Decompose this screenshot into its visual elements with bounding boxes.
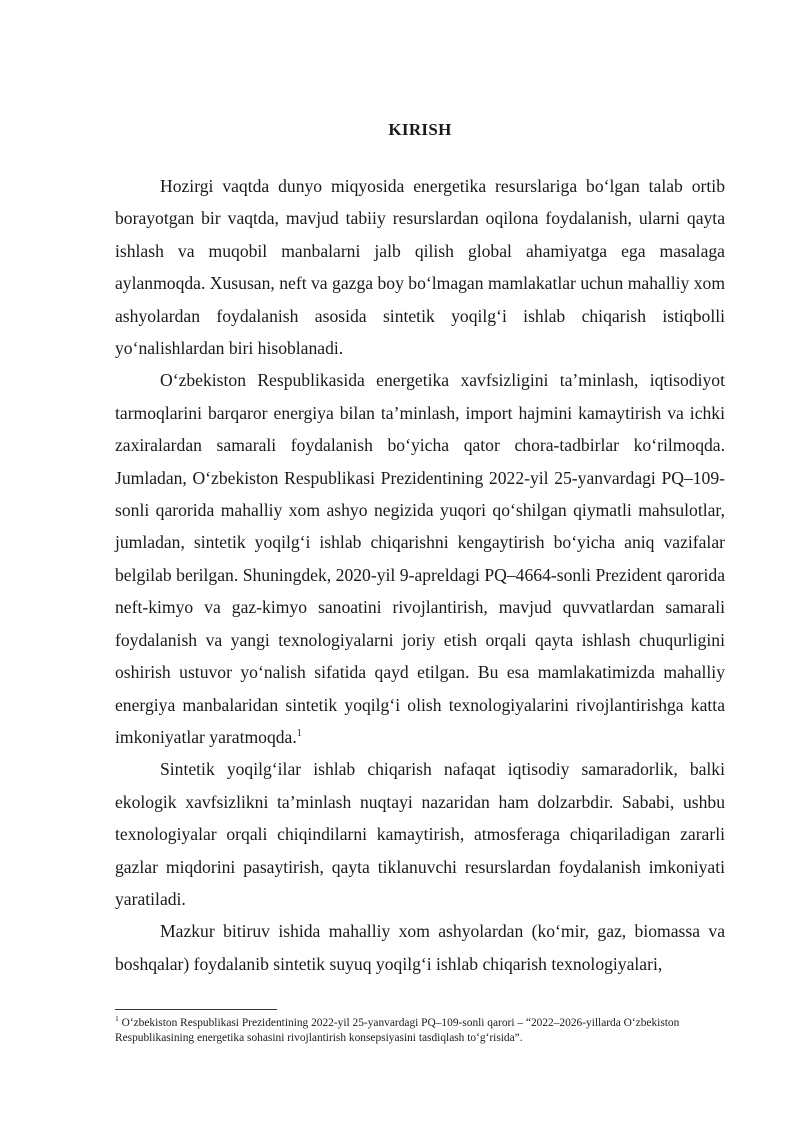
document-body bbox=[115, 170, 725, 980]
page-title: KIRISH bbox=[388, 120, 452, 139]
document-page bbox=[115, 0, 725, 1131]
paragraph-4: Mazkur bitiruv ishida mahalliy xom ashyolardan (koʻmir, gaz, biomassa va boshqalar) foydalanib sintetik suyuq yoqilgʻi ishlab chiqarish texnologiyalari, bbox=[115, 921, 725, 974]
paragraph-2 bbox=[115, 364, 725, 753]
paragraph-1: Hozirgi vaqtda dunyo miqyosida energetika resurslariga boʻlgan talab ortib borayotgan bir vaqtda, mavjud tabiiy resurslardan oqilona foydalanish, ularni qayta ishlash va muqobil manbalarni jalb qilish global ahamiyatga ega masalaga aylanmoqda. Xususan, neft va gazga boy boʻlmagan mamlakatlar uchun mahalliy xom ashyolardan foydalanish asosida sintetik yoqilgʻi ishlab chiqarish istiqbolli yoʻnalishlardan biri hisoblanadi. bbox=[115, 176, 725, 359]
footnote bbox=[115, 1016, 725, 1045]
paragraph-3: Sintetik yoqilgʻilar ishlab chiqarish nafaqat iqtisodiy samaradorlik, balki ekologik xavfsizlikni taʼminlash nuqtayi nazaridan ham dolzarbdir. Sababi, ushbu texnologiyalar orqali chiqindilarni kamaytirish, atmosferaga chiqariladigan zararli gazlar miqdorini pasaytirish, qayta tiklanuvchi resurslardan foydalanish imkoniyati yaratiladi. bbox=[115, 759, 725, 909]
footnote-mark: 1 bbox=[115, 1014, 119, 1024]
footnote-text: Oʻzbekiston Respublikasi Prezidentining 2022-yil 25-yanvardagi PQ–109-sonli qarori – “2022–2026-yillarda Oʻzbekiston Respublikasining energetika sohasini rivojlantirish konsepsiyasini tasdiqlash toʻgʻrisida”. bbox=[115, 1017, 680, 1044]
footnote-reference[interactable]: 1 bbox=[296, 728, 302, 740]
footnote-separator bbox=[115, 1009, 277, 1010]
paragraph-2-text: Oʻzbekiston Respublikasida energetika xavfsizligini taʼminlash, iqtisodiyot tarmoqlarini barqaror energiya bilan taʼminlash, import hajmini kamaytirish va ichki zaxiralardan samarali foydalanish boʻyicha qator chora-tadbirlar koʻrilmoqda. Jumladan, Oʻzbekiston Respublikasi Prezidentining 2022-yil 25-yanvardagi PQ–109-sonli qarorida mahalliy xom ashyo negizida yuqori qoʻshilgan qiymatli mahsulotlar, jumladan, sintetik yoqilgʻi ishlab chiqarishni kengaytirish boʻyicha aniq vazifalar belgilab berilgan. Shuningdek, 2020-yil 9-apreldagi PQ–4664-sonli Prezident qarorida neft-kimyo va gaz-kimyo sanoatini rivojlantirish, mavjud quvvatlardan samarali foydalanish va yangi texnologiyalarni joriy etish orqali qayta ishlash chuqurligini oshirish ustuvor yoʻnalish sifatida qayd etilgan. Bu esa mamlakatimizda mahalliy energiya manbalaridan sintetik yoqilgʻi olish texnologiyalarini rivojlantirishga katta imkoniyatlar yaratmoqda. bbox=[115, 370, 725, 747]
